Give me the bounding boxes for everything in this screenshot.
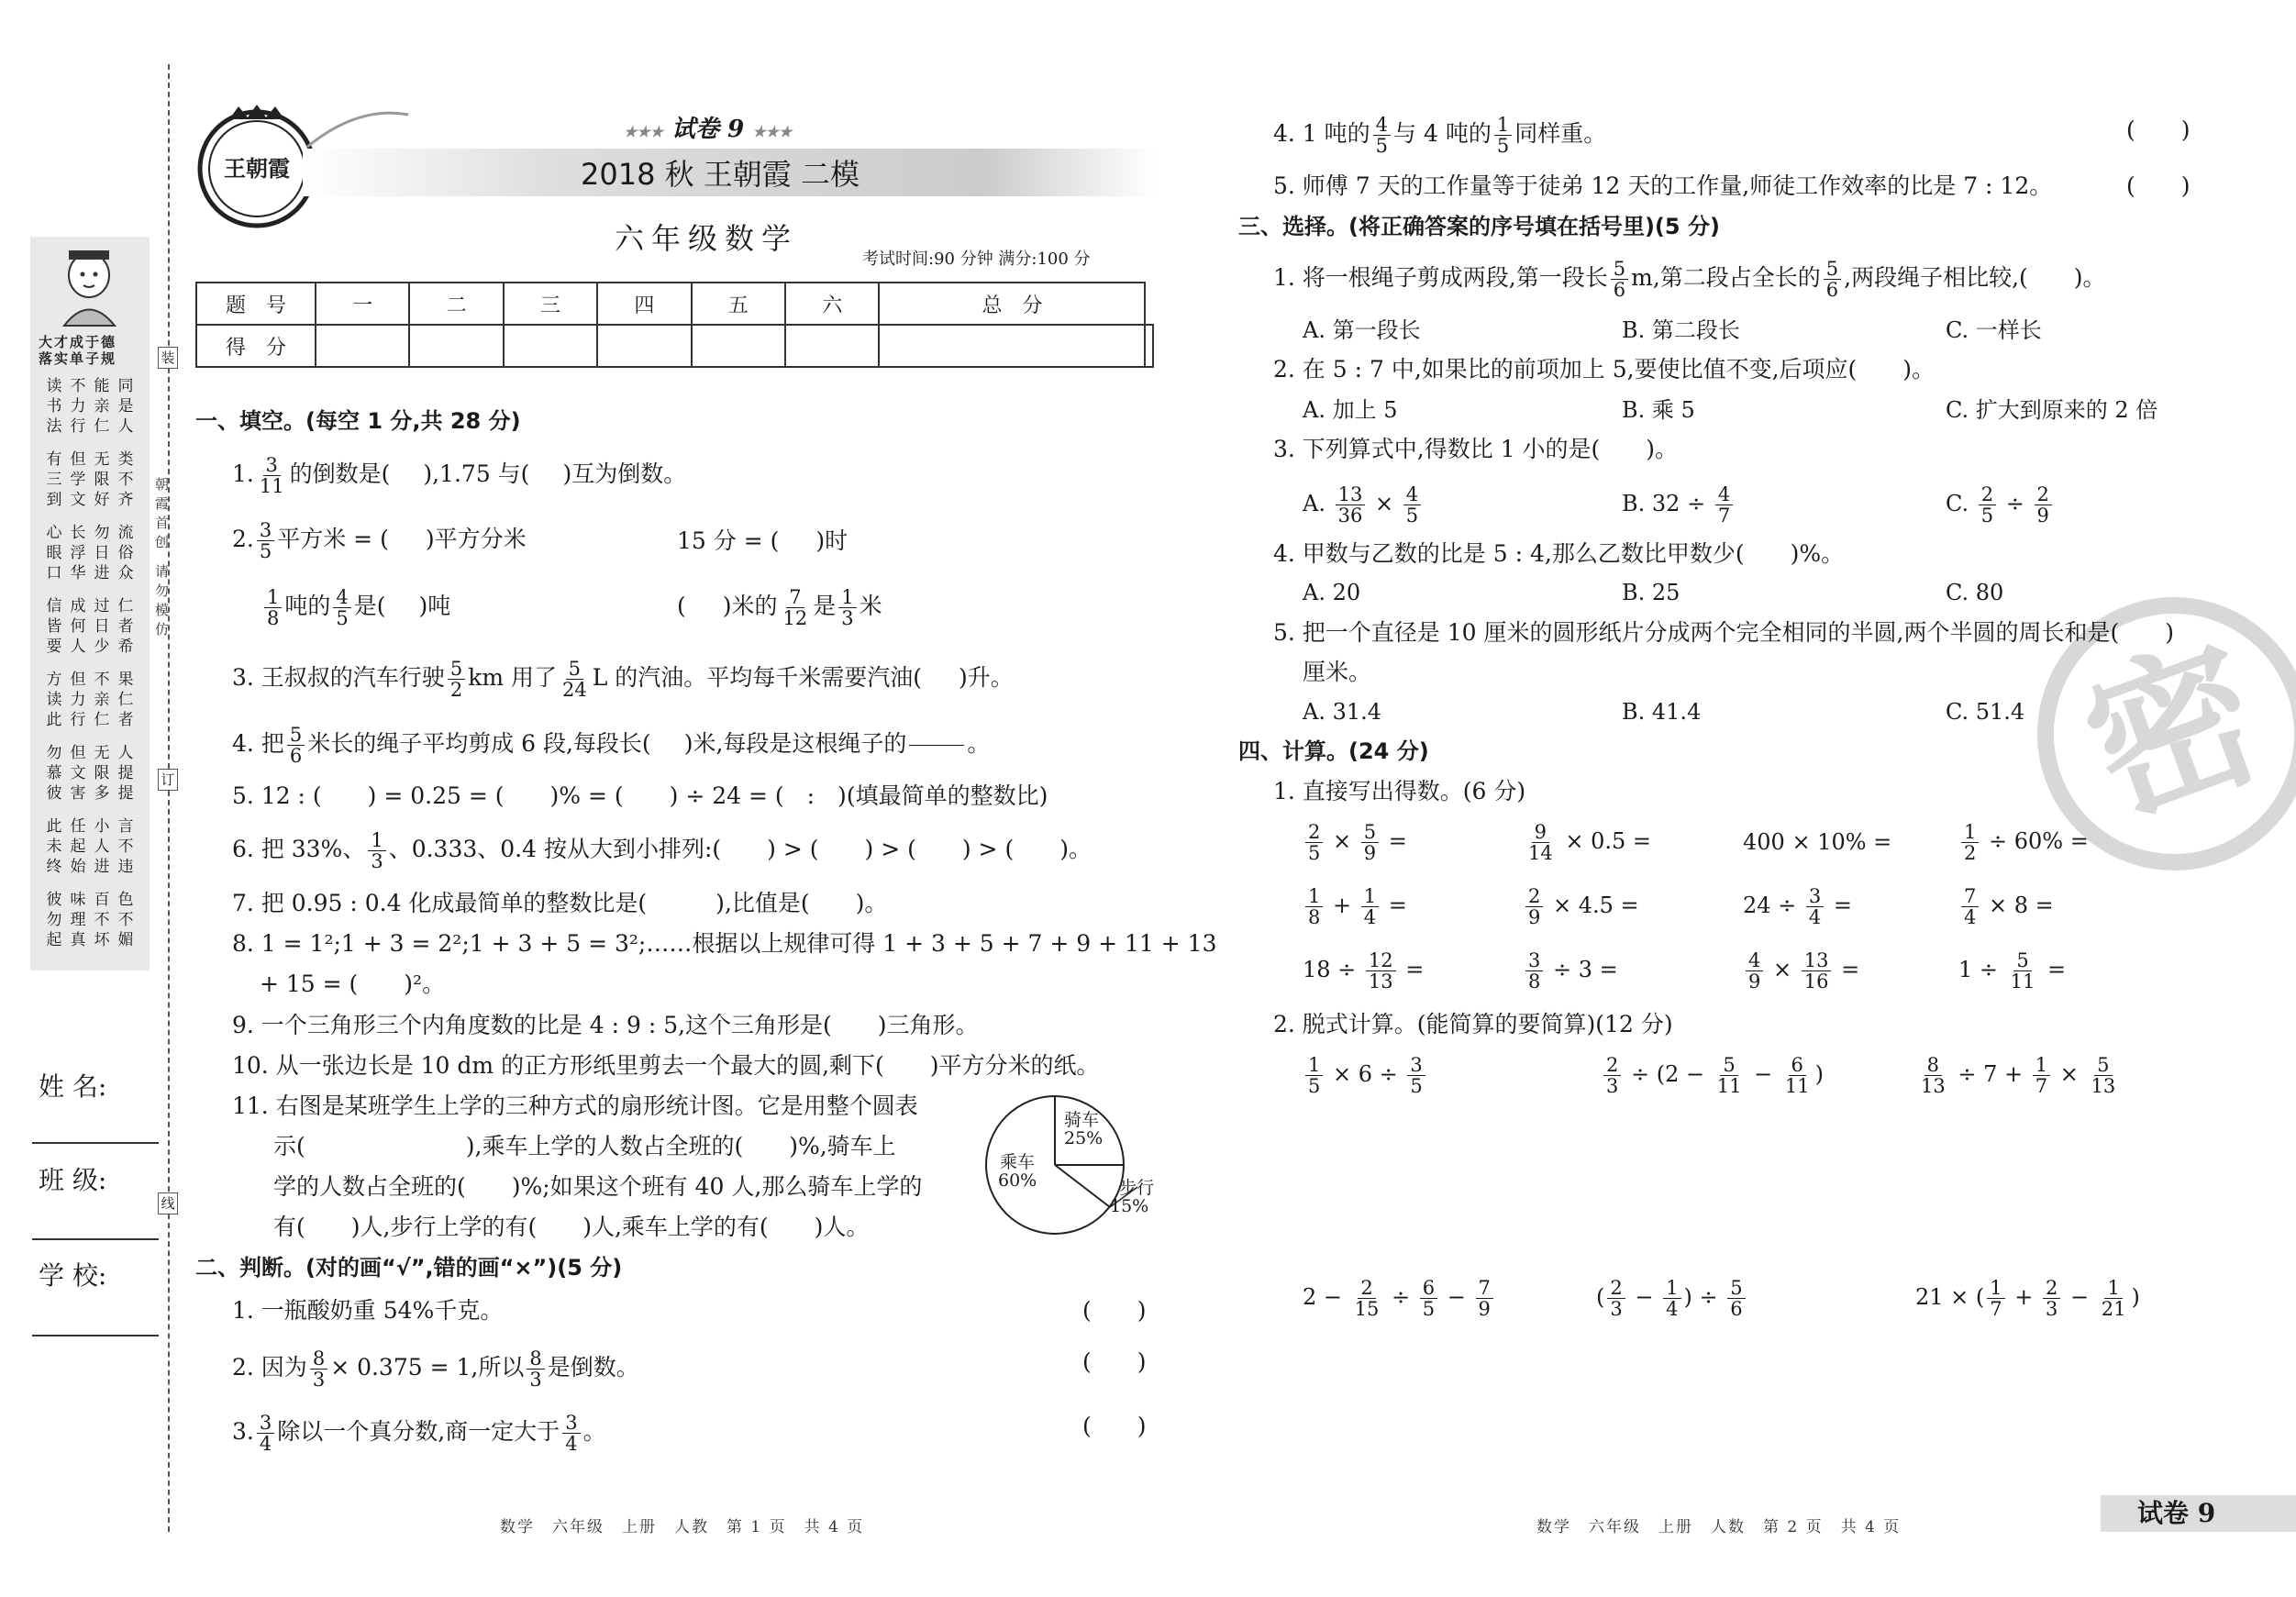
school-field[interactable] — [32, 1335, 159, 1336]
step-calc-3: $\frac{8}{13}$ ÷ 7 + $\frac{1}{7}$ × $\frac{5}{13}$ — [1921, 1054, 2116, 1097]
footer-left: 数学 六年级 上册 人教 第 1 页 共 4 页 — [500, 1518, 865, 1536]
calc-1-1: $\frac{2}{5}$ × $\frac{5}{9}$ = — [1303, 822, 1407, 863]
s2-q3-answer[interactable]: ( ) — [1082, 1413, 1147, 1439]
sidebar-vertical-note: 朝霞首创 请勿模仿 — [153, 477, 170, 641]
poem-block — [44, 449, 140, 514]
class-field[interactable] — [32, 1238, 159, 1240]
poem-column: 但力行 — [70, 671, 86, 729]
poem-column: 心眼口 — [46, 524, 62, 582]
score-cell[interactable] — [597, 325, 691, 367]
calc-1-2: $\frac{9}{14}$ × 0.5 = — [1528, 821, 1652, 864]
poem-column: 流俗众 — [117, 524, 134, 582]
s1-q1: 1. $\frac{3}{11}$ 的倒数是( ),1.75 与( )互为倒数。 — [232, 454, 687, 497]
score-col-6: 六 — [785, 283, 879, 325]
sidebar-motto-1: 大才成于德 — [39, 334, 117, 350]
s1-q2-line2: $\frac{1}{8}$ 吨的 $\frac{4}{5}$ 是( )吨 — [261, 587, 450, 628]
s3-q5-line1: 5. 把一个直径是 10 厘米的圆形纸片分成两个完全相同的半圆,两个半圆的周长和是( ) — [1273, 619, 2174, 646]
svg-text:密: 密 — [2063, 614, 2284, 851]
pie-chart — [972, 1092, 1174, 1238]
poem-column: 成何人 — [70, 597, 86, 656]
section-2-title: 二、判断。(对的画“√”,错的画“×”)(5 分) — [195, 1255, 623, 1281]
s1-q8-line1: 8. 1 = 1²;1 + 3 = 2²;1 + 3 + 5 = 3²;……根据以上规律可得 1 + 3 + 5 + 7 + 9 + 11 + 13 — [232, 930, 1217, 957]
poem-column: 色不媚 — [117, 891, 134, 949]
sidebar-poems — [44, 376, 140, 963]
poem-column: 任起始 — [70, 817, 86, 876]
step-calc-5: ( $\frac{2}{3}$ − $\frac{1}{4}$ ) ÷ $\frac{5}{6}$ — [1596, 1278, 1748, 1319]
poem-column: 无限多 — [94, 744, 110, 803]
mascot-illustration — [41, 243, 138, 330]
score-cell[interactable] — [879, 325, 1145, 367]
s3-q2-option-c[interactable]: C. 扩大到原来的 2 倍 — [1946, 397, 2158, 423]
binding-dashed-line — [168, 64, 170, 1532]
s2-q1: 1. 一瓶酸奶重 54%千克。 — [232, 1297, 504, 1324]
poem-column: 不力行 — [70, 377, 86, 436]
score-row-label: 得 分 — [196, 325, 316, 367]
calc-1-4: $\frac{1}{2}$ ÷ 60% = — [1958, 822, 2089, 863]
step-calc-4: 2 − $\frac{2}{15}$ ÷ $\frac{6}{5}$ − $\frac{7}{9}$ — [1303, 1278, 1496, 1319]
poem-block — [44, 743, 140, 807]
calc-2-4: $\frac{7}{4}$ × 8 = — [1958, 886, 2054, 927]
footer-right: 数学 六年级 上册 人数 第 2 页 共 4 页 — [1536, 1518, 1902, 1536]
calc-2-1: $\frac{1}{8}$ + $\frac{1}{4}$ = — [1303, 886, 1407, 927]
poem-column: 言不违 — [117, 817, 134, 876]
s2-q2: 2. 因为 $\frac{8}{3}$ × 0.375 = 1,所以 $\frac{8}{3}$ 是倒数。 — [232, 1347, 639, 1391]
s1-q11-line2: 示( ),乘车上学的人数占全班的( )%,骑车上 — [273, 1133, 896, 1159]
poem-block — [44, 890, 140, 954]
section-3-title: 三、选择。(将正确答案的序号填在括号里)(5 分) — [1238, 214, 1720, 239]
score-table-score-row — [196, 325, 1153, 367]
poem-column: 同是人 — [117, 377, 134, 436]
s3-q2-option-a[interactable]: A. 加上 5 — [1303, 397, 1398, 423]
s3-q5-option-c[interactable]: C. 51.4 — [1946, 699, 2025, 725]
pie-value-bus: 60% — [998, 1170, 1037, 1191]
s1-q9: 9. 一个三角形三个内角度数的比是 4 : 9 : 5,这个三角形是( )三角形。 — [232, 1012, 979, 1038]
s1-q10: 10. 从一张边长是 10 dm 的正方形纸里剪去一个最大的圆,剩下( )平方分米的纸。 — [232, 1052, 1100, 1079]
score-col-4: 四 — [597, 283, 691, 325]
paper-number-stars: ★★★ 试卷 9 ★★★ — [624, 116, 793, 143]
score-cell[interactable] — [316, 325, 409, 367]
s3-q4-option-b[interactable]: B. 25 — [1622, 580, 1680, 605]
poem-column: 有三到 — [46, 450, 62, 509]
poem-block — [44, 670, 140, 734]
s3-q5-option-b[interactable]: B. 41.4 — [1622, 699, 1702, 725]
pie-label-walk: 步行 — [1119, 1178, 1155, 1198]
calc-3-1: 18 ÷ $\frac{12}{13}$ = — [1303, 949, 1425, 993]
poem-column: 信皆要 — [46, 597, 62, 656]
paper-number: 试卷 9 — [671, 116, 745, 143]
score-cell[interactable] — [504, 325, 597, 367]
s3-q4-option-c[interactable]: C. 80 — [1946, 580, 2004, 605]
s3-q3-option-a[interactable]: A. $\frac{13}{36}$ × $\frac{4}{5}$ — [1303, 484, 1424, 526]
seal-xian: 线 — [158, 1192, 178, 1214]
poem-column: 读书法 — [46, 377, 62, 436]
step-calc-6: 21 × ( $\frac{1}{7}$ + $\frac{2}{3}$ − $\frac{1}{21}$ ) — [1915, 1277, 2140, 1320]
s2-q5: 5. 师傅 7 天的工作量等于徒弟 12 天的工作量,师徒工作效率的比是 7 : 12。 — [1273, 172, 2053, 199]
calc-3-4: 1 ÷ $\frac{5}{11}$ = — [1958, 949, 2067, 993]
poem-column: 小人进 — [94, 817, 110, 876]
pie-value-bike: 25% — [1064, 1128, 1104, 1148]
name-label: 姓 名: — [39, 1071, 107, 1102]
score-col-5: 五 — [692, 283, 785, 325]
sidebar-motto-2: 落实单子规 — [39, 350, 117, 367]
section-1-title: 一、填空。(每空 1 分,共 28 分) — [195, 408, 521, 434]
poem-column: 果仁者 — [117, 671, 134, 729]
class-label: 班 级: — [39, 1165, 107, 1195]
s2-q4-answer[interactable]: ( ) — [2126, 116, 2191, 143]
fraction: $\frac{3}{11}$ — [259, 454, 284, 497]
poem-column: 勿日进 — [94, 524, 110, 582]
poem-column: 味理真 — [70, 891, 86, 949]
footer-badge: 试卷 9 — [2137, 1498, 2216, 1528]
ribbon-swash — [303, 96, 413, 151]
section-4-title: 四、计算。(24 分) — [1238, 738, 1429, 764]
s1-q2-line1b: 15 分 = ( )时 — [677, 527, 849, 554]
score-col-1: 一 — [316, 283, 409, 325]
calc-1-3: 400 × 10% = — [1743, 829, 1892, 855]
poem-column: 类不齐 — [117, 450, 134, 509]
s3-q3: 3. 下列算式中,得数比 1 小的是( )。 — [1273, 436, 1679, 462]
poem-column: 仁者希 — [117, 597, 134, 656]
poem-column: 过日少 — [94, 597, 110, 656]
s1-q6: 6. 把 33%、 $\frac{1}{3}$ 、0.333、0.4 按从大到小排列:( ) > ( ) > ( ) > ( )。 — [232, 829, 1092, 872]
poem-column: 方读此 — [46, 671, 62, 729]
s3-q3-option-b[interactable]: B. 32 ÷ $\frac{4}{7}$ — [1622, 484, 1736, 526]
s2-q5-answer[interactable]: ( ) — [2126, 172, 2191, 199]
s3-q2: 2. 在 5 : 7 中,如果比的前项加上 5,要使比值不变,后项应( )。 — [1273, 356, 1936, 383]
score-col-3: 三 — [504, 283, 597, 325]
seal-zhuang: 装 — [158, 347, 178, 369]
poem-column: 百不坏 — [94, 891, 110, 949]
svg-text:王朝霞: 王朝霞 — [224, 155, 290, 182]
s1-q7: 7. 把 0.95 : 0.4 化成最简单的整数比是( ),比值是( )。 — [232, 890, 888, 916]
pie-label-bike: 骑车 — [1064, 1110, 1100, 1130]
s2-q1-answer[interactable]: ( ) — [1082, 1297, 1147, 1324]
s3-q5-line2: 厘米。 — [1303, 659, 1372, 685]
s1-q5: 5. 12 : ( ) = 0.25 = ( )% = ( ) ÷ 24 = ( : )(填最简单的整数比) — [232, 782, 1048, 809]
answer-fraction-blank[interactable] — [909, 725, 964, 766]
s1-q2-line2b: ( )米的 $\frac{7}{12}$ 是 $\frac{1}{3}$ 米 — [677, 586, 882, 629]
s4-part2-title: 2. 脱式计算。(能简算的要简算)(12 分) — [1273, 1011, 1673, 1037]
step-calc-2: $\frac{2}{3}$ ÷ (2 − $\frac{5}{11}$ − $\frac{6}{11}$ ) — [1601, 1055, 1824, 1096]
s3-q1: 1. 将一根绳子剪成两段,第一段长 $\frac{5}{6}$ m,第二段占全长的 $\frac{5}{6}$ ,两段绳子相比较,( )。 — [1273, 258, 2106, 301]
score-table — [195, 282, 1154, 368]
s1-q3: 3. 王叔叔的汽车行驶 $\frac{5}{2}$ km 用了 $\frac{5}{24}$ L 的汽油。平均每千米需要汽油( )升。 — [232, 658, 1014, 701]
score-table-header-row — [196, 283, 1153, 325]
s3-q2-option-b[interactable]: B. 乘 5 — [1622, 397, 1695, 423]
s2-q2-answer[interactable]: ( ) — [1082, 1348, 1147, 1375]
school-label: 学 校: — [39, 1260, 107, 1291]
name-field[interactable] — [32, 1142, 159, 1144]
calc-3-2: $\frac{3}{8}$ ÷ 3 = — [1523, 950, 1618, 992]
s2-q4: 4. 1 吨的 $\frac{4}{5}$ 与 4 吨的 $\frac{1}{5}$ 同样重。 — [1273, 114, 1607, 157]
poem-column: 此未终 — [46, 817, 62, 876]
score-cell[interactable] — [409, 325, 503, 367]
poem-column: 不亲仁 — [94, 671, 110, 729]
s1-q11-line4: 有( )人,步行上学的有( )人,乘车上学的有( )人。 — [273, 1214, 870, 1240]
poem-column: 无限好 — [94, 450, 110, 509]
exam-title: 2018 秋 王朝霞 二模 — [581, 157, 860, 192]
s3-q4-option-a[interactable]: A. 20 — [1303, 580, 1361, 605]
pie-value-walk: 15% — [1110, 1196, 1149, 1216]
poem-column: 彼勿起 — [46, 891, 62, 949]
seal-ding: 订 — [158, 769, 178, 791]
poem-column: 但文害 — [70, 744, 86, 803]
score-cell[interactable] — [1145, 325, 1153, 367]
s1-q2-line1: 2. $\frac{3}{5}$ 平方米 = ( )平方分米 — [232, 519, 527, 562]
poem-column: 长浮华 — [70, 524, 86, 582]
exam-time-info: 考试时间:90 分钟 满分:100 分 — [862, 250, 1091, 269]
s3-q5-option-a[interactable]: A. 31.4 — [1303, 699, 1382, 725]
s3-q3-option-c[interactable]: C. $\frac{2}{5}$ ÷ $\frac{2}{9}$ — [1946, 484, 2055, 526]
score-col-total: 总 分 — [879, 283, 1145, 325]
poem-column: 勿慕彼 — [46, 744, 62, 803]
s2-q3: 3. $\frac{3}{4}$ 除以一个真分数,商一定大于 $\frac{3}{4}$ 。 — [232, 1412, 606, 1455]
s3-q1-option-b[interactable]: B. 第二段长 — [1622, 317, 1740, 343]
subject-title: 六年级数学 — [615, 221, 799, 256]
poem-column: 人提提 — [117, 744, 134, 803]
s4-part1-title: 1. 直接写出得数。(6 分) — [1273, 778, 1526, 804]
calc-3-3: $\frac{4}{9}$ × $\frac{13}{16}$ = — [1743, 950, 1859, 992]
s3-q1-option-a[interactable]: A. 第一段长 — [1303, 317, 1421, 343]
pie-label-bus: 乘车 — [1000, 1152, 1036, 1172]
poem-block — [44, 523, 140, 587]
brand-logo — [193, 103, 321, 231]
s1-q11-line1: 11. 右图是某班学生上学的三种方式的扇形统计图。它是用整个圆表 — [232, 1092, 918, 1119]
s3-q1-option-c[interactable]: C. 一样长 — [1946, 317, 2042, 343]
s1-q11-line3: 学的人数占全班的( )%;如果这个班有 40 人,那么骑车上学的 — [273, 1173, 923, 1200]
s1-q4: 4. 把 $\frac{5}{6}$ 米长的绳子平均剪成 6 段,每段长( )米,每段是这根绳子的 。 — [232, 724, 991, 767]
poem-column: 但学文 — [70, 450, 86, 509]
calc-2-3: 24 ÷ $\frac{3}{4}$ = — [1743, 885, 1853, 928]
score-cell[interactable] — [692, 325, 785, 367]
poem-block — [44, 596, 140, 660]
score-col-label: 题 号 — [196, 283, 316, 325]
poem-block — [44, 376, 140, 440]
score-col-2: 二 — [409, 283, 503, 325]
calc-2-2: $\frac{2}{9}$ × 4.5 = — [1523, 886, 1639, 927]
s1-q8-line2: + 15 = ( )²。 — [260, 970, 446, 997]
step-calc-1: $\frac{1}{5}$ × 6 ÷ $\frac{3}{5}$ — [1303, 1055, 1428, 1096]
s3-q4: 4. 甲数与乙数的比是 5 : 4,那么乙数比甲数少( )%。 — [1273, 540, 1845, 567]
pie-divider-lower — [1055, 1165, 1110, 1207]
poem-block — [44, 816, 140, 881]
poem-column: 能亲仁 — [94, 377, 110, 436]
score-cell[interactable] — [785, 325, 879, 367]
